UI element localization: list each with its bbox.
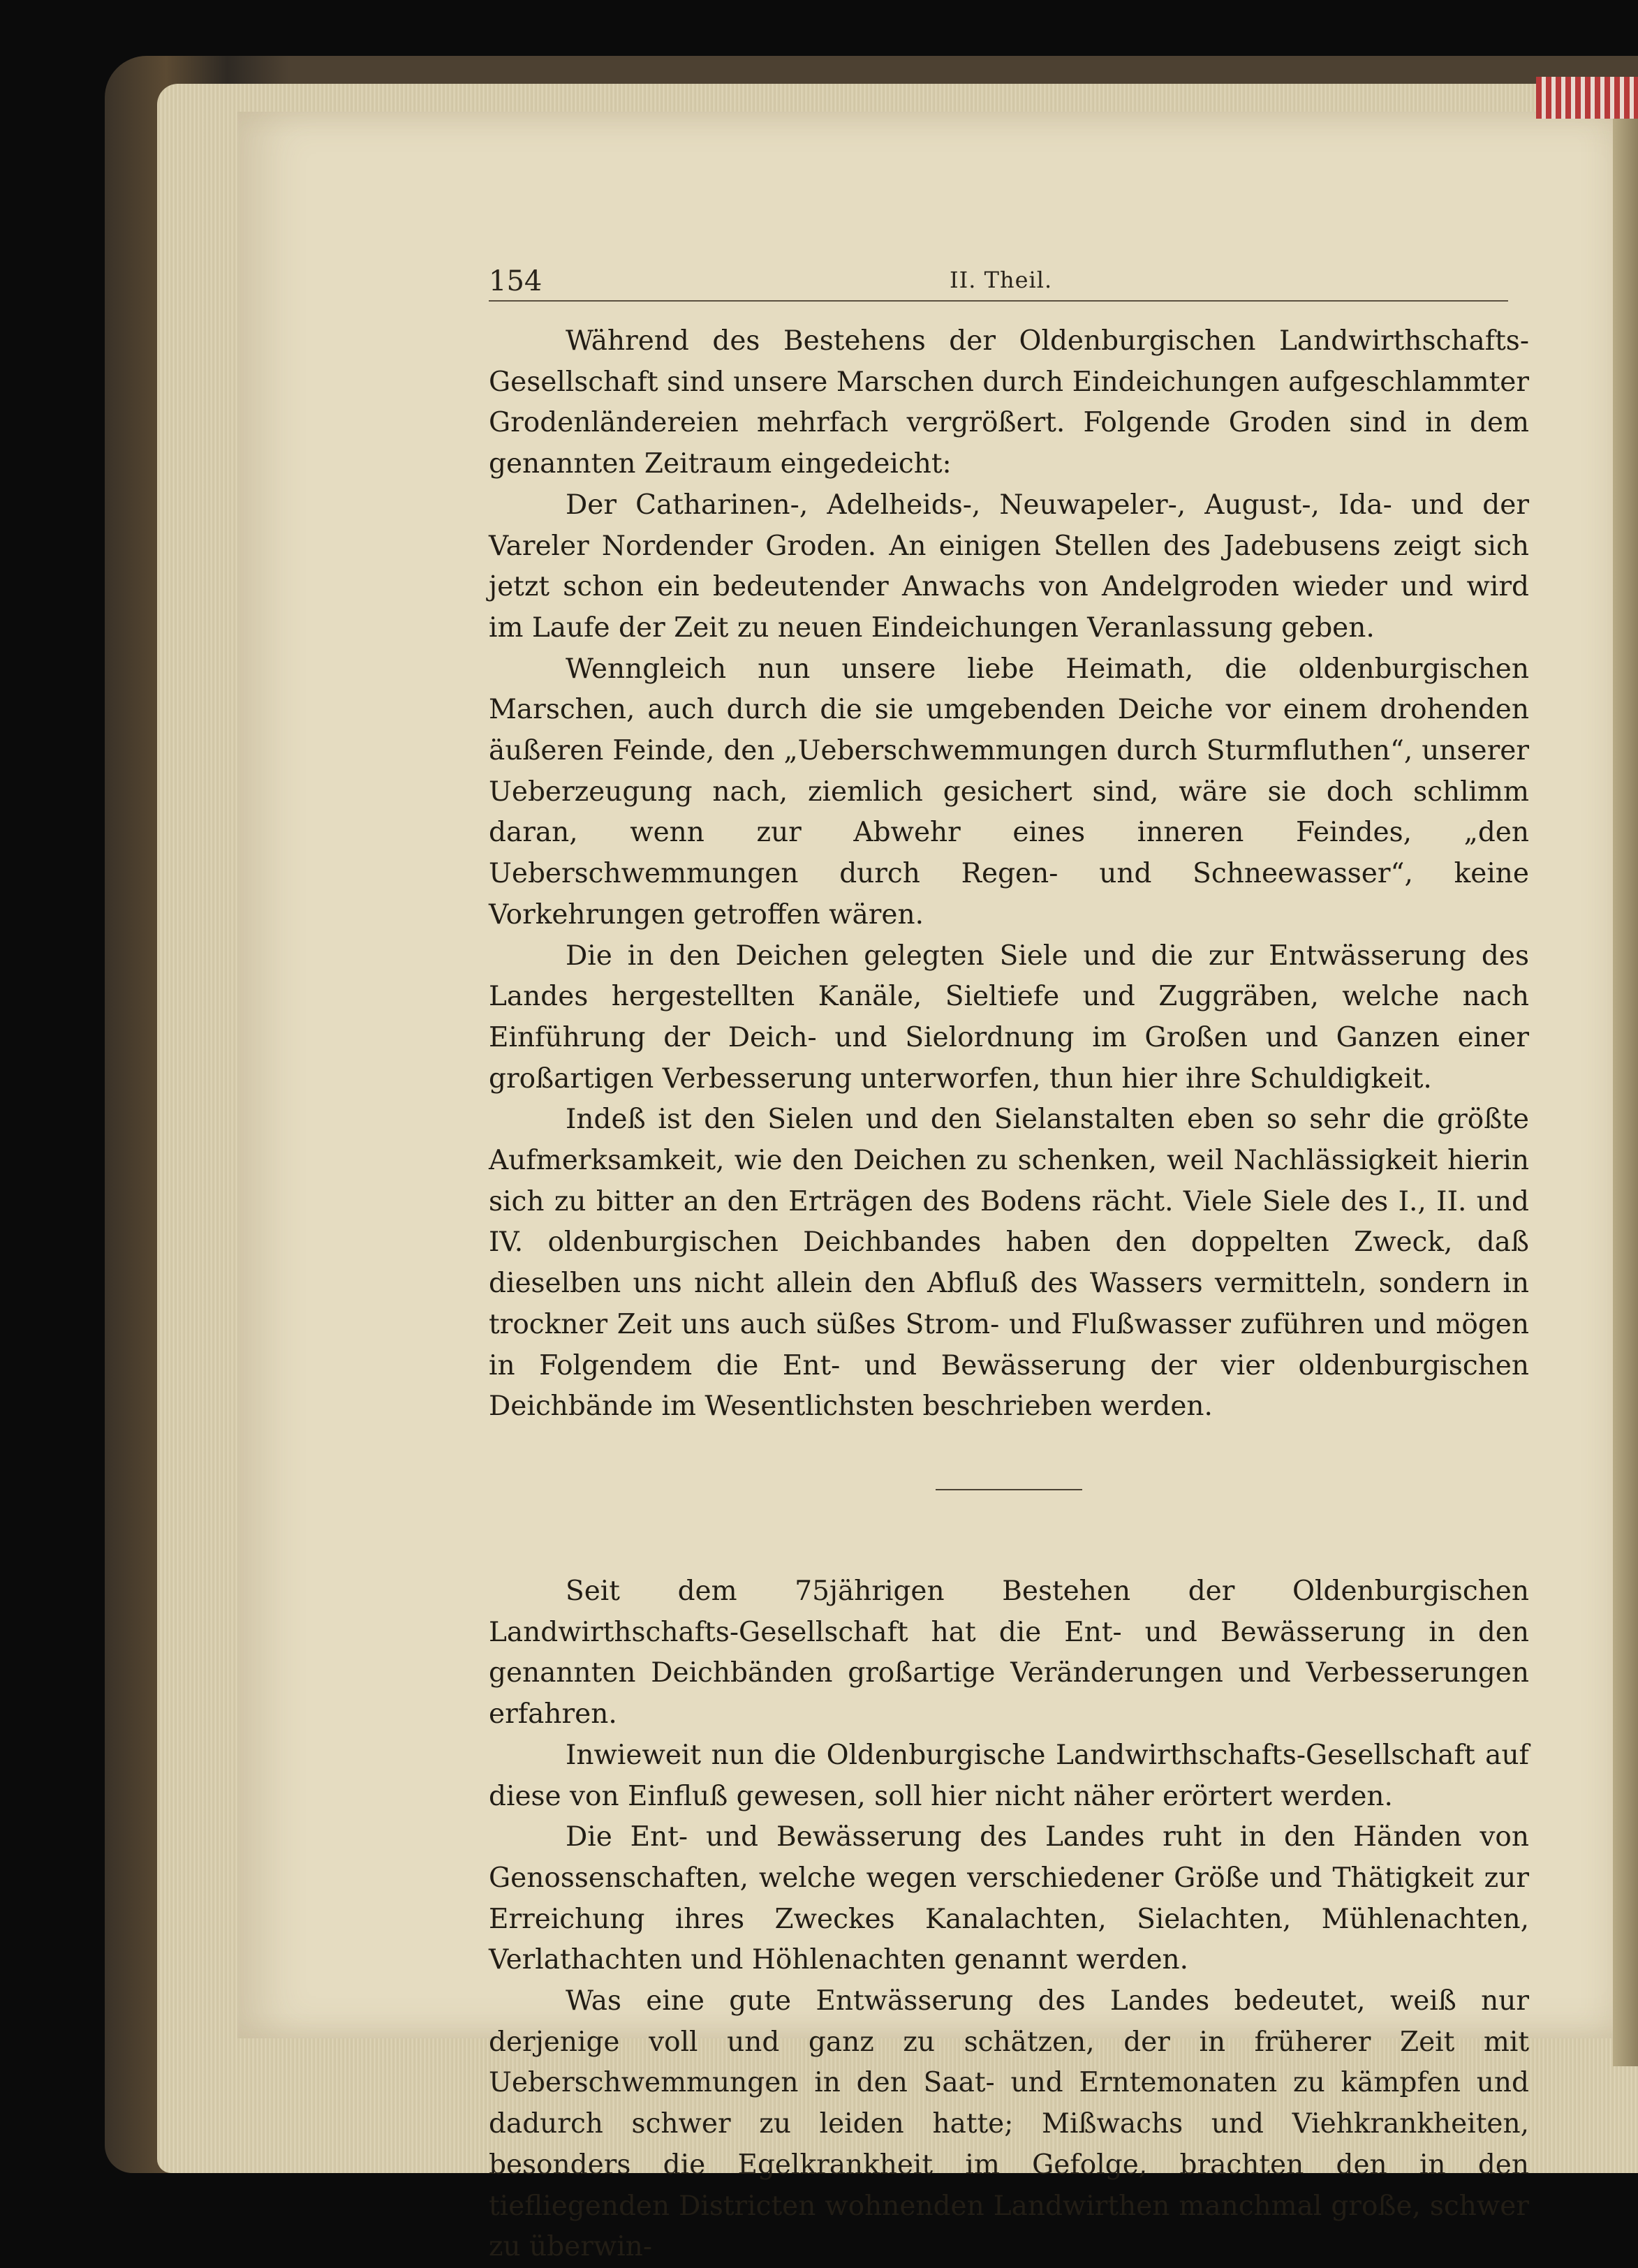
section-separator xyxy=(936,1489,1082,1490)
page-number: 154 xyxy=(489,265,543,297)
part-title: II. Theil. xyxy=(950,267,1053,293)
paragraph: Inwieweit nun die Oldenburgische Landwirthschafts-Gesellschaft auf diese von Einfluß gewesen, soll hier nicht näher erörtert werden. xyxy=(489,1739,1529,1812)
paragraph: Die Ent- und Bewässerung des Landes ruht in den Händen von Genossenschaften, welche wegen verschiedener Größe und Thätigkeit zur Erreichung ihres Zweckes Kanalachten, Sielachten, Mühlenachten, Verlathachten und Höhlenachten genannt werden. xyxy=(489,1821,1529,1976)
body-text xyxy=(489,321,1529,2268)
paragraph: Während des Bestehens der Oldenburgischen Landwirthschafts-Gesellschaft sind unsere Marschen durch Eindeichungen aufgeschlammter Grodenländereien mehrfach vergrößert. Folgende Groden sind in dem genannten Zeitraum eingedeicht: xyxy=(489,325,1529,480)
paragraph: Indeß ist den Sielen und den Sielanstalten eben so sehr die größte Aufmerksamkeit, wie den Deichen zu schenken, weil Nachlässigkeit hierin sich zu bitter an den Erträgen des Bodens rächt. Viele Siele des I., II. und IV. oldenburgischen Deichbandes haben den doppelten Zweck, daß dieselben uns nicht allein den Abfluß des Wassers vermitteln, sondern in trockner Zeit uns auch süßes Strom- und Flußwasser zuführen und mögen in Folgendem die Ent- und Bewässerung der vier oldenburgischen Deichbände im Wesentlichsten beschrieben werden. xyxy=(489,1104,1529,1423)
paragraph: Die in den Deichen gelegten Siele und die zur Entwässerung des Landes hergestellten Kanäle, Sieltiefe und Zuggräben, welche nach Einführung der Deich- und Sielordnung im Großen und Ganzen einer großartigen Verbesserung unterworfen, thun hier ihre Schuldigkeit. xyxy=(489,940,1529,1095)
bookmark-ribbon xyxy=(1536,77,1638,119)
paragraph: Wenngleich nun unsere liebe Heimath, die oldenburgischen Marschen, auch durch die sie umgebenden Deiche vor einem drohenden äußeren Feinde, den „Ueberschwemmungen durch Sturmfluthen“, unserer Ueberzeugung nach, ziemlich gesichert sind, wäre sie doch schlimm daran, wenn zur Abwehr eines inneren Feindes, „den Ueberschwemmungen durch Regen- und Schneewasser“, keine Vorkehrungen getroffen wären. xyxy=(489,653,1529,931)
paragraph: Seit dem 75jährigen Bestehen der Oldenburgischen Landwirthschafts-Gesellschaft hat die Ent- und Bewässerung in den genannten Deichbänden großartige Veränderungen und Verbesserungen erfahren. xyxy=(489,1575,1529,1730)
running-head xyxy=(489,258,1508,302)
paragraph: Was eine gute Entwässerung des Landes bedeutet, weiß nur derjenige voll und ganz zu schätzen, der in früherer Zeit mit Ueberschwemmungen in den Saat- und Erntemonaten zu kämpfen und dadurch schwer zu leiden hatte; Mißwachs und Viehkrankheiten, besonders die Egelkrankheit im Gefolge, brachten den in den tiefliegenden Districten wohnenden Landwirthen manchmal große, schwer zu überwin- xyxy=(489,1985,1529,2263)
facing-page-edge xyxy=(1613,98,1638,2066)
paragraph: Der Catharinen-, Adelheids-, Neuwapeler-, August-, Ida- und der Vareler Nordender Groden. An einigen Stellen des Jadebusens zeigt sich jetzt schon ein bedeutender Anwachs von Andelgroden wieder und wird im Laufe der Zeit zu neuen Eindeichungen Veranlassung geben. xyxy=(489,489,1529,644)
